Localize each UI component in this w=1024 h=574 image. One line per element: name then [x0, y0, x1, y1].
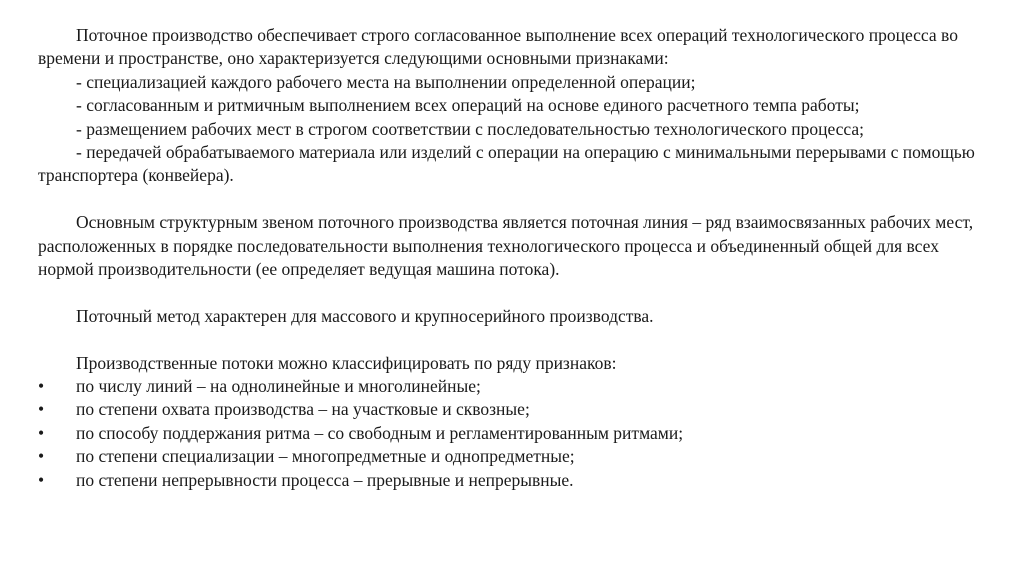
list-item [38, 375, 988, 398]
document-body [38, 24, 988, 492]
feature-item: - специализацией каждого рабочего места на выполнении определенной операции; [76, 71, 696, 92]
list-item-text: по степени специализации – многопредметные и однопредметные; [76, 446, 575, 467]
list-item-text: по числу линий – на однолинейные и многолинейные; [76, 376, 481, 397]
bullet-icon: • [38, 376, 45, 397]
classification-list [38, 375, 988, 492]
list-item [38, 469, 988, 492]
paragraph-spacer [38, 188, 988, 211]
list-item [38, 445, 988, 468]
list-item [38, 422, 988, 445]
paragraph-spacer [38, 281, 988, 304]
list-item-text: по степени охвата производства – на участковые и сквозные; [76, 399, 530, 420]
list-item-text: по степени непрерывности процесса – прерывные и непрерывные. [76, 469, 574, 490]
list-item-text: по способу поддержания ритма – со свободным и регламентированным ритмами; [76, 422, 684, 443]
method-paragraph: Поточный метод характерен для массового и крупносерийного производства. [76, 305, 654, 326]
bullet-icon: • [38, 446, 45, 467]
flow-line-paragraph: Основным структурным звеном поточного производства является поточная линия – ряд взаимосвязанных рабочих мест, расположенных в порядке последовательности выполнения технологического процесса и объединенный общей для всех нормой производительности (ее определяет ведущая машина потока). [38, 212, 974, 280]
bullet-icon: • [38, 422, 45, 443]
bullet-icon: • [38, 469, 45, 490]
intro-lead: Поточное производство обеспечивает строго согласованное выполнение всех операций технологического процесса во времени и пространстве, оно характеризуется следующими основными признаками: [38, 25, 958, 69]
feature-item: - передачей обрабатываемого материала или изделий с операции на операцию с минимальными перерывами с помощью транспортера (конвейера). [38, 142, 975, 186]
feature-item: - согласованным и ритмичным выполнением всех операций на основе единого расчетного темпа работы; [76, 95, 860, 116]
bullet-icon: • [38, 399, 45, 420]
paragraph-spacer [38, 328, 988, 351]
classification-lead: Производственные потоки можно классифицировать по ряду признаков: [76, 352, 617, 373]
intro-paragraph [38, 24, 988, 71]
feature-item: - размещением рабочих мест в строгом соответствии с последовательностью технологического процесса; [76, 118, 865, 139]
list-item [38, 398, 988, 421]
